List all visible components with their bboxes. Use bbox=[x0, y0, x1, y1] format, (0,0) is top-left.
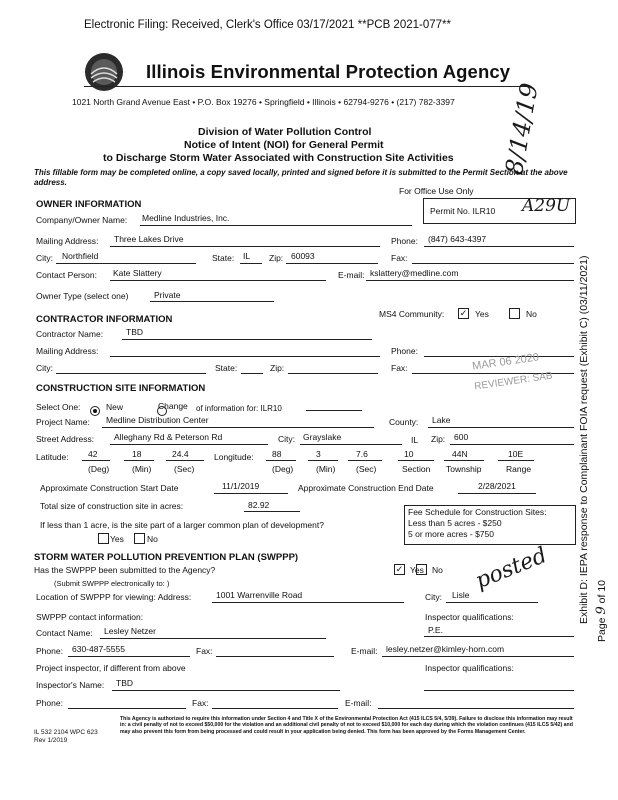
agency-name: Illinois Environmental Protection Agency bbox=[146, 61, 511, 82]
lat-min-line bbox=[124, 460, 154, 461]
side-note-line-1: Exhibit D: IEPA response to Complainant FOIA request (Exhibit C) (03/11/2021) bbox=[578, 255, 590, 624]
site-township[interactable]: 44N bbox=[452, 449, 468, 459]
common-plan-label: If less than 1 acre, is the site part of a larger common plan of development? bbox=[40, 520, 324, 530]
inspector-phone-label: Phone: bbox=[36, 698, 63, 708]
swppp-contact-name-value[interactable]: Lesley Netzer bbox=[104, 626, 156, 636]
lat-deg[interactable]: 42 bbox=[88, 449, 98, 459]
swppp-city-label: City: bbox=[425, 592, 442, 602]
inspector-email-label: E-mail: bbox=[345, 698, 372, 708]
inspector-qual-line bbox=[424, 636, 574, 637]
owner-mailing-value[interactable]: Three Lakes Drive bbox=[114, 234, 184, 244]
site-heading: CONSTRUCTION SITE INFORMATION bbox=[36, 383, 206, 394]
swppp-location-line bbox=[212, 602, 404, 603]
header-rule bbox=[84, 86, 530, 87]
site-new-label: New bbox=[106, 402, 124, 412]
title-line-1: Division of Water Pollution Control bbox=[198, 126, 372, 138]
owner-company-line bbox=[140, 225, 412, 226]
contractor-name-value[interactable]: TBD bbox=[126, 327, 143, 337]
contractor-state-line bbox=[241, 373, 263, 374]
swppp-location-value[interactable]: 1001 Warrenville Road bbox=[216, 590, 303, 600]
swppp-phone-line bbox=[68, 656, 190, 657]
inspector-qual-label: Inspector qualifications: bbox=[425, 612, 514, 622]
unit-lon-min: (Min) bbox=[316, 464, 336, 474]
site-latitude-label: Latitude: bbox=[36, 452, 69, 462]
owner-email-value[interactable]: kslattery@medline.com bbox=[370, 268, 459, 278]
contractor-name-line bbox=[122, 339, 372, 340]
swppp-no-checkbox-visible[interactable] bbox=[416, 564, 427, 575]
owner-type-value[interactable]: Private bbox=[154, 290, 181, 300]
lat-sec-line bbox=[166, 460, 204, 461]
site-size-value[interactable]: 82.92 bbox=[248, 500, 270, 510]
owner-zip-label: Zip: bbox=[269, 253, 284, 263]
common-plan-no-label: No bbox=[147, 534, 158, 544]
owner-mailing-line bbox=[110, 246, 380, 247]
side-page-of: of 10 bbox=[596, 579, 608, 604]
office-use-label: For Office Use Only bbox=[399, 186, 474, 196]
site-county-label: County: bbox=[389, 417, 419, 427]
swppp-location-label: Location of SWPPP for viewing: Address: bbox=[36, 592, 192, 602]
owner-email-label: E-mail: bbox=[338, 270, 365, 280]
owner-type-label: Owner Type (select one) bbox=[36, 291, 129, 301]
contractor-mailing-label: Mailing Address: bbox=[36, 346, 99, 356]
swppp-contact-info-label: SWPPP contact information: bbox=[36, 612, 144, 622]
owner-state-label: State: bbox=[212, 253, 235, 263]
start-date-label: Approximate Construction Start Date bbox=[40, 483, 179, 493]
owner-zip-line bbox=[286, 263, 378, 264]
permit-label: Permit No. ILR10 bbox=[430, 206, 496, 216]
swppp-yes-label: Yes bbox=[410, 565, 424, 575]
inspector-email-line bbox=[378, 708, 574, 709]
owner-state-value[interactable]: IL bbox=[243, 251, 251, 261]
lat-min[interactable]: 18 bbox=[132, 449, 142, 459]
unit-lat-min: (Min) bbox=[132, 464, 152, 474]
unit-lat-sec: (Sec) bbox=[174, 464, 195, 474]
fee-title: Fee Schedule for Construction Sites: bbox=[408, 507, 547, 517]
lon-sec-line bbox=[348, 460, 382, 461]
township-line bbox=[444, 460, 484, 461]
contractor-zip-label: Zip: bbox=[270, 363, 285, 373]
fee-row-1: Less than 5 acres - $250 bbox=[408, 518, 502, 528]
owner-city-value[interactable]: Northfield bbox=[62, 251, 99, 261]
swppp-phone-label: Phone: bbox=[36, 646, 63, 656]
owner-phone-line bbox=[424, 246, 574, 247]
inspector-name-value[interactable]: TBD bbox=[116, 678, 133, 688]
swppp-email-line bbox=[382, 656, 574, 657]
site-change-line bbox=[306, 410, 362, 411]
site-city-line bbox=[300, 444, 402, 445]
lat-sec[interactable]: 24.4 bbox=[172, 449, 189, 459]
agency-address: 1021 North Grand Avenue East • P.O. Box 19276 • Springfield • Illinois • 62794-9276 • (217) 782-3397 bbox=[72, 97, 455, 107]
contractor-phone-label: Phone: bbox=[391, 346, 418, 356]
site-section[interactable]: 10 bbox=[404, 449, 414, 459]
footer-rev: Rev 1/2019 bbox=[34, 737, 68, 744]
contractor-city-label: City: bbox=[36, 363, 53, 373]
owner-city-line bbox=[56, 263, 196, 264]
posted-handwriting: posted bbox=[472, 542, 551, 595]
swppp-contact-name-line bbox=[100, 638, 326, 639]
title-line-2: Notice of Intent (NOI) for General Permit bbox=[184, 139, 384, 151]
site-project-value[interactable]: Medline Distribution Center bbox=[106, 415, 209, 425]
site-county-line bbox=[428, 427, 574, 428]
site-change-label: Change bbox=[158, 401, 188, 411]
swppp-email-label: E-mail: bbox=[351, 646, 378, 656]
common-plan-yes-label: Yes bbox=[110, 534, 124, 544]
unit-lat-deg: (Deg) bbox=[88, 464, 110, 474]
site-change-info: of information for: ILR10 bbox=[196, 404, 282, 413]
swppp-phone-value[interactable]: 630-487-5555 bbox=[72, 644, 125, 654]
inspector-qual-label-2: Inspector qualifications: bbox=[425, 663, 514, 673]
permit-handwritten: A29U bbox=[522, 196, 571, 216]
site-select-label: Select One: bbox=[36, 402, 81, 412]
swppp-city-value[interactable]: Lisle bbox=[452, 590, 470, 600]
owner-type-line bbox=[150, 301, 274, 302]
owner-contact-line bbox=[110, 280, 326, 281]
reviewer-stamp: REVIEWER: SAB bbox=[473, 370, 554, 393]
swppp-city-line bbox=[446, 602, 538, 603]
title-line-3: to Discharge Storm Water Associated with Construction Site Activities bbox=[103, 152, 454, 164]
ms4-yes-label: Yes bbox=[475, 309, 489, 319]
site-street-value[interactable]: Alleghany Rd & Peterson Rd bbox=[114, 432, 223, 442]
site-size-line bbox=[244, 511, 300, 512]
ms4-yes-checkbox[interactable]: ✓ bbox=[459, 308, 468, 318]
site-city-value[interactable]: Grayslake bbox=[303, 432, 342, 442]
footer-form-id: IL 532 2104 WPC 623 bbox=[34, 729, 98, 736]
common-plan-no-checkbox[interactable] bbox=[134, 533, 145, 544]
ms4-label: MS4 Community: bbox=[379, 309, 445, 319]
received-stamp: MAR 06 2020 bbox=[471, 351, 540, 373]
swppp-email-value[interactable]: lesley.netzer@kimley-horn.com bbox=[386, 644, 505, 654]
handwritten-date: 8/14/19 bbox=[500, 80, 544, 177]
owner-zip-value[interactable]: 60093 bbox=[291, 251, 315, 261]
owner-fax-line bbox=[412, 263, 574, 264]
unit-range: Range bbox=[506, 464, 532, 474]
side-page-label: Page bbox=[596, 617, 608, 642]
owner-city-label: City: bbox=[36, 253, 53, 263]
contractor-fax-label: Fax: bbox=[391, 363, 408, 373]
side-page-note bbox=[594, 580, 609, 642]
owner-contact-value[interactable]: Kate Slattery bbox=[113, 268, 162, 278]
swppp-no-label: No bbox=[432, 565, 443, 575]
end-date-label: Approximate Construction End Date bbox=[298, 483, 434, 493]
owner-company-value[interactable]: Medline Industries, Inc. bbox=[142, 213, 230, 223]
contractor-city-line bbox=[56, 373, 206, 374]
lon-min-line bbox=[308, 460, 338, 461]
contractor-zip-line bbox=[288, 373, 378, 374]
site-street-line bbox=[110, 444, 268, 445]
site-city-label: City: bbox=[278, 434, 295, 444]
owner-email-line bbox=[366, 280, 574, 281]
site-project-label: Project Name: bbox=[36, 417, 90, 427]
swppp-contact-name-label: Contact Name: bbox=[36, 628, 93, 638]
contractor-heading: CONTRACTOR INFORMATION bbox=[36, 314, 173, 325]
lon-min[interactable]: 3 bbox=[316, 449, 321, 459]
unit-township: Township bbox=[446, 464, 482, 474]
contractor-mailing-line bbox=[110, 356, 380, 357]
owner-state-line bbox=[240, 263, 262, 264]
lon-deg[interactable]: 88 bbox=[272, 449, 282, 459]
contractor-state-label: State: bbox=[215, 363, 238, 373]
end-date-line bbox=[458, 493, 536, 494]
range-line bbox=[498, 460, 534, 461]
owner-phone-value[interactable]: (847) 643-4397 bbox=[428, 234, 487, 244]
start-date-line bbox=[214, 493, 288, 494]
instructions: This fillable form may be completed online, a copy saved locally, printed and signed before it is submitted to the Permit Section at the above address. bbox=[34, 168, 568, 187]
site-project-line bbox=[102, 427, 374, 428]
site-longitude-label: Longitude: bbox=[214, 452, 254, 462]
site-county-value[interactable]: Lake bbox=[432, 415, 451, 425]
filing-header: Electronic Filing: Received, Clerk's Office 03/17/2021 **PCB 2021-077** bbox=[84, 19, 451, 31]
swppp-electronic-note: (Submit SWPPP electronically to: ) bbox=[54, 579, 170, 588]
section-line bbox=[398, 460, 434, 461]
contractor-name-label: Contractor Name: bbox=[36, 329, 104, 339]
project-inspector-label: Project inspector, if different from above bbox=[36, 663, 186, 673]
lon-deg-line bbox=[266, 460, 296, 461]
site-size-label: Total size of construction site in acres: bbox=[40, 501, 184, 511]
owner-mailing-label: Mailing Address: bbox=[36, 236, 99, 246]
owner-heading: OWNER INFORMATION bbox=[36, 199, 142, 210]
side-page-handwritten: 9 bbox=[594, 606, 609, 615]
footer-notice: This Agency is authorized to require this information under Section 4 and Title X of the Environmental Protection Act (415 ILCS 5/4, 5/39). Failure to disclose this information may result in: a civil penalty of not to exceed $50,000 for the violation and an additional civil penalty of not to exceed $10,000 for each day during which the violation continues (415 ILCS 5/42) and may also prevent this form from being processed and could result in your application being denied. This form has been approved by the Forms Management Center. bbox=[120, 716, 573, 735]
inspector-name-label: Inspector's Name: bbox=[36, 680, 105, 690]
start-date-value[interactable]: 11/1/2019 bbox=[222, 481, 260, 491]
fee-row-2: 5 or more acres - $750 bbox=[408, 529, 494, 539]
inspector-phone-line bbox=[68, 708, 186, 709]
common-plan-yes-checkbox[interactable] bbox=[98, 533, 109, 544]
site-state-value: IL bbox=[411, 435, 419, 445]
inspector-fax-line bbox=[212, 708, 338, 709]
swppp-heading: STORM WATER POLLUTION PREVENTION PLAN (SWPPP) bbox=[34, 552, 299, 563]
swppp-yes-checkbox[interactable]: ✓ bbox=[395, 564, 404, 574]
swppp-fax-line bbox=[216, 656, 334, 657]
ms4-no-checkbox[interactable] bbox=[509, 308, 520, 319]
site-zip-line bbox=[450, 444, 574, 445]
site-zip-label: Zip: bbox=[431, 434, 446, 444]
site-street-label: Street Address: bbox=[36, 434, 95, 444]
lat-deg-line bbox=[82, 460, 110, 461]
unit-lon-deg: (Deg) bbox=[272, 464, 294, 474]
owner-company-label: Company/Owner Name: bbox=[36, 215, 128, 225]
ms4-no-label: No bbox=[526, 309, 537, 319]
swppp-fax-label: Fax: bbox=[196, 646, 213, 656]
site-zip-value[interactable]: 600 bbox=[454, 432, 469, 442]
unit-lon-sec: (Sec) bbox=[356, 464, 377, 474]
site-range[interactable]: 10E bbox=[508, 449, 524, 459]
owner-fax-label: Fax: bbox=[391, 253, 408, 263]
inspector-qual-2-line bbox=[424, 690, 574, 691]
side-exhibit-note bbox=[578, 256, 590, 624]
inspector-qual-value[interactable]: P.E. bbox=[428, 625, 443, 635]
unit-section: Section bbox=[402, 464, 431, 474]
owner-phone-label: Phone: bbox=[391, 236, 418, 246]
site-new-radio[interactable] bbox=[90, 406, 100, 416]
inspector-fax-label: Fax: bbox=[192, 698, 209, 708]
inspector-name-line bbox=[112, 690, 340, 691]
lon-sec[interactable]: 7.6 bbox=[356, 449, 368, 459]
swppp-submitted-label: Has the SWPPP been submitted to the Agency? bbox=[34, 565, 216, 575]
owner-contact-label: Contact Person: bbox=[36, 270, 97, 280]
end-date-value[interactable]: 2/28/2021 bbox=[478, 481, 516, 491]
